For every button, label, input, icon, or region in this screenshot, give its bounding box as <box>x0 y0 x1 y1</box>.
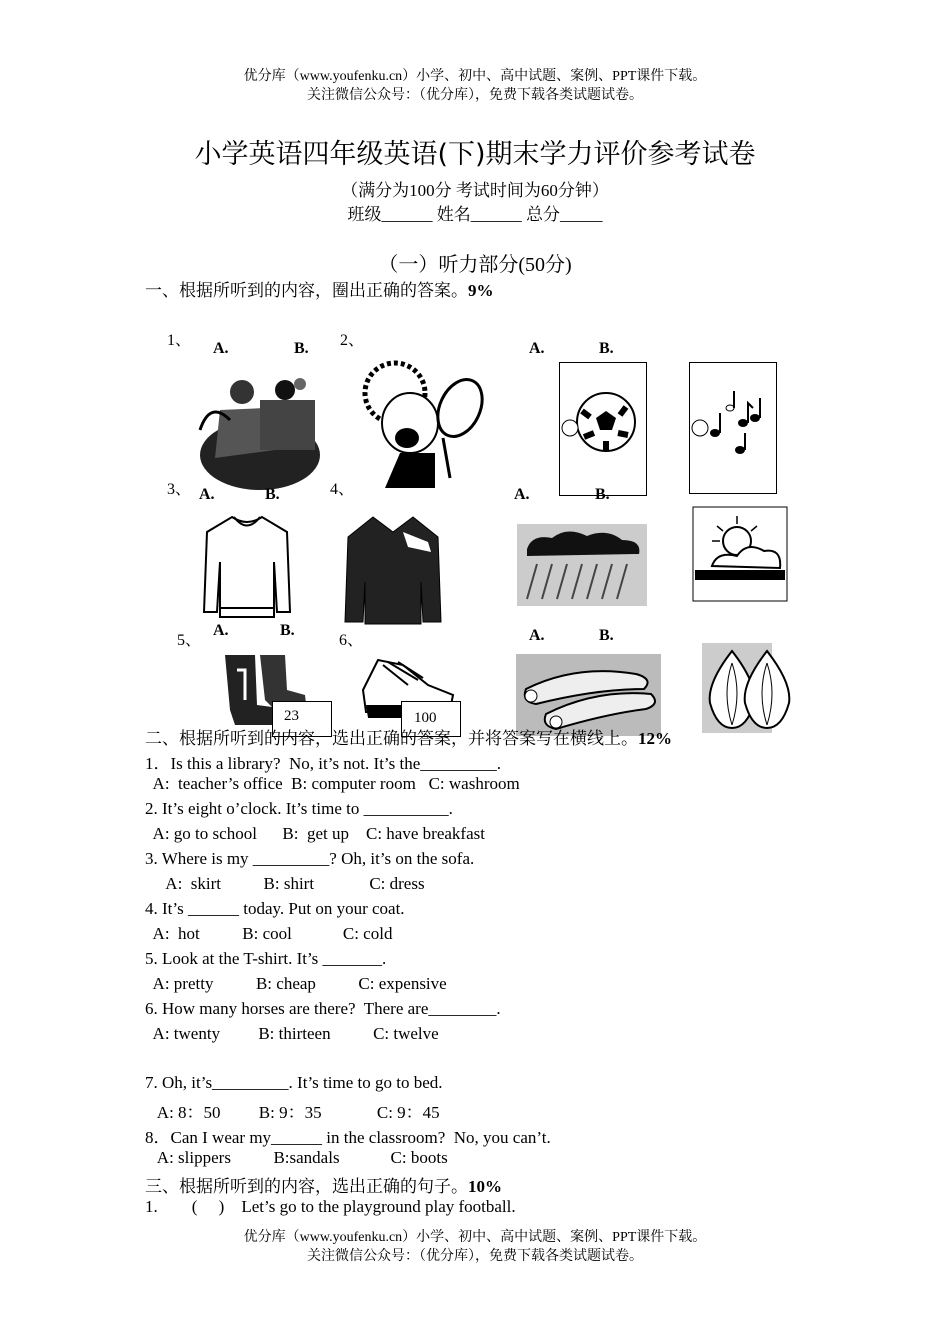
question-3: 3. Where is my _________? Oh, it’s on the sofa. <box>145 849 475 868</box>
option-b-label: B. <box>599 340 614 357</box>
answer-box-value: 100 <box>414 710 437 726</box>
question-5-options: A: pretty B: cheap C: expensive <box>145 974 447 993</box>
question-3-options: A: skirt B: shirt C: dress <box>145 874 425 893</box>
circle-icon <box>690 418 710 438</box>
option-a-label: A. <box>199 486 215 503</box>
option-a-label: A. <box>529 340 545 357</box>
question-4-options: A: hot B: cool C: cold <box>145 924 393 943</box>
listening-title: （一）听力部分(50分) <box>378 254 572 276</box>
question-6: 6. How many horses are there? There are________. <box>145 999 501 1018</box>
option-a-label: A. <box>213 340 229 357</box>
circle-icon <box>560 418 580 438</box>
question-2: 2. It’s eight o’clock. It’s time to __________. <box>145 799 453 818</box>
option-a-label: A. <box>529 627 545 644</box>
section-2-heading: 二、根据所听到的内容，选出正确的答案，并将答案写在横线上。12% <box>145 729 672 748</box>
option-b-label: B. <box>595 486 610 503</box>
student-info: 班级______ 姓名______ 总分_____ <box>347 205 603 224</box>
option-b-label: B. <box>280 622 295 639</box>
question-1-options: A: teacher’s office B: computer room C: washroom <box>145 774 520 793</box>
footer-line-2: 关注微信公众号：（优分库），免费下载各类试题试卷。 <box>307 1249 643 1264</box>
section-1-heading: 一、根据所听到的内容，圈出正确的答案。9% <box>145 281 494 300</box>
question-8: 8．Can I wear my______ in the classroom? No, you can’t. <box>145 1128 551 1147</box>
music-notes-icon <box>705 388 765 458</box>
item-number: 2、 <box>340 332 365 349</box>
onions-icon <box>702 643 802 733</box>
item-number: 1、 <box>167 332 192 349</box>
football-icon <box>576 391 636 453</box>
question-5: 5. Look at the T-shirt. It’s _______. <box>145 949 387 968</box>
question-2-options: A: go to school B: get up C: have breakfast <box>145 824 485 843</box>
item-number: 3、 <box>167 481 192 498</box>
question-1: 1．Is this a library? No, it’s not. It’s the_________. <box>145 754 502 773</box>
section-3-item-1: 1. ( ) Let’s go to the playground play football. <box>145 1197 516 1216</box>
answer-box-value: 23 <box>284 708 299 724</box>
header-line-2: 关注微信公众号：（优分库），免费下载各类试题试卷。 <box>307 88 643 103</box>
sunny-cloudy-icon <box>692 506 788 602</box>
subtitle: （满分为100分 考试时间为60分钟） <box>341 181 609 200</box>
cooking-picture-icon <box>190 370 325 495</box>
question-7: 7. Oh, it’s_________. It’s time to go to bed. <box>145 1073 443 1092</box>
question-6-options: A: twenty B: thirteen C: twelve <box>145 1024 439 1043</box>
option-b-label: B. <box>294 340 309 357</box>
header-line-1: 优分库（www.youfenku.cn）小学、初中、高中试题、案例、PPT课件下载。 <box>243 69 707 84</box>
jacket-icon <box>343 512 443 627</box>
question-7-options: A: 8：50 B: 9：35 C: 9：45 <box>145 1103 440 1122</box>
rainy-icon <box>517 524 647 606</box>
option-a-label: A. <box>213 622 229 639</box>
sweater-icon <box>202 512 292 622</box>
page-title: 小学英语四年级英语(下)期末学力评价参考试卷 <box>194 139 756 170</box>
option-b-label: B. <box>599 627 614 644</box>
option-b-label: B. <box>265 486 280 503</box>
option-a-label: A. <box>514 486 530 503</box>
footer-line-1: 优分库（www.youfenku.cn）小学、初中、高中试题、案例、PPT课件下载。 <box>243 1230 707 1245</box>
item-number: 6、 <box>339 632 364 649</box>
eating-picture-icon <box>355 358 485 490</box>
question-4: 4. It’s ______ today. Put on your coat. <box>145 899 405 918</box>
question-8-options: A: slippers B:sandals C: boots <box>145 1148 448 1167</box>
section-3-heading: 三、根据所听到的内容，选出正确的句子。10% <box>145 1177 502 1196</box>
item-number: 5、 <box>177 632 202 649</box>
item-number: 4、 <box>330 481 355 498</box>
